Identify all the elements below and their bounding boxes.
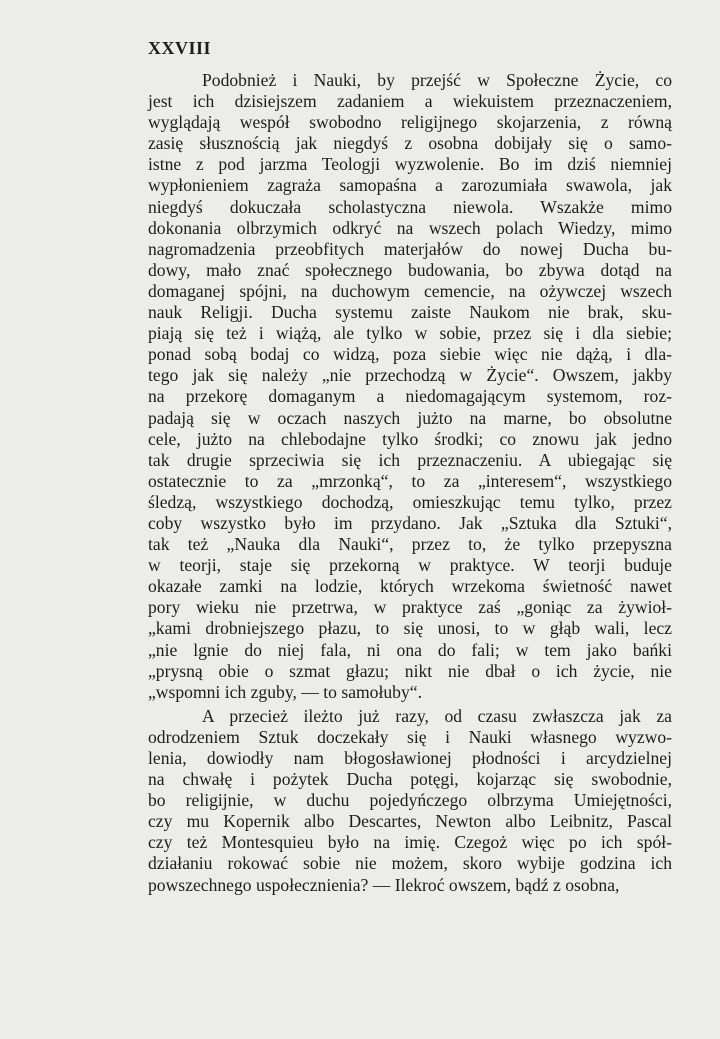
text-line: nagromadzenia przeobfitych materjałów do nowej Ducha bu- bbox=[148, 238, 672, 259]
text-line: domaganej spójni, na duchowym cemencie, na ożywczej wszech bbox=[148, 280, 672, 301]
text-line: „prysną obie o szmat głazu; nikt nie dbał o ich życie, nie bbox=[148, 660, 672, 681]
text-line: na przekorę domaganym a niedomagającym systemom, roz- bbox=[148, 386, 672, 407]
text-line: piają się też i wiążą, ale tylko w sobie, przez się i dla siebie; bbox=[148, 323, 672, 344]
text-line: wyglądają wespół swobodno religijnego skojarzenia, z równą bbox=[148, 112, 672, 133]
text-line: dowy, mało znać społecznego budowania, bo zbywa dotąd na bbox=[148, 259, 672, 280]
text-line: padają się w oczach naszych jużto na marne, bo obsolutne bbox=[148, 407, 672, 428]
paragraph bbox=[148, 706, 672, 896]
text-line: istne z pod jarzma Teologji wyzwolenie. Bo im dziś niemniej bbox=[148, 154, 672, 175]
text-line: lenia, dowiodły nam błogosławionej płodności i arcydzielnej bbox=[148, 748, 672, 768]
text-line: czy mu Kopernik albo Descartes, Newton albo Leibnitz, Pascal bbox=[148, 811, 672, 832]
text-line: bo religijnie, w duchu pojedyńczego olbrzyma Umiejętności, bbox=[148, 790, 672, 811]
text-line: „nie lgnie do niej fala, ni ona do fali; w tem jako bańki bbox=[148, 639, 672, 660]
text-line: Podobnież i Nauki, by przejść w Społeczne Życie, co bbox=[202, 70, 672, 90]
text-line: tego jak się należy „nie przechodzą w Życie“. Owszem, jakby bbox=[148, 365, 672, 386]
paragraph bbox=[148, 70, 672, 703]
text-line: A przecież ileżto już razy, od czasu zwłaszcza jak za bbox=[202, 705, 672, 726]
text-line: okazałe zamki na lodzie, których wrzekoma świetność nawet bbox=[148, 576, 672, 597]
text-line: w teorji, staje się przekorną w praktyce. W teorji buduje bbox=[148, 555, 672, 576]
text-line: odrodzeniem Sztuk doczekały się i Nauki własnego wyzwo- bbox=[148, 726, 672, 747]
body-text bbox=[148, 70, 672, 896]
text-line: „wspomni ich zguby, — to samołuby“. bbox=[148, 681, 422, 702]
text-line: tak też „Nauka dla Nauki“, przez to, że tylko przepyszna bbox=[148, 534, 672, 555]
text-line: niegdyś dokuczała scholastyczna niewola. Wszakże mimo bbox=[148, 196, 672, 217]
text-line: czy też Montesquieu było na imię. Czegoż więc po ich spół- bbox=[148, 832, 672, 853]
page-number: XXVIII bbox=[148, 38, 212, 58]
text-line: zasię słusznością jak niegdyś z osobna dobijały się o samo- bbox=[148, 133, 672, 154]
text-line: pory wieku nie przetrwa, w praktyce zaś „goniąc za żywioł- bbox=[148, 597, 672, 618]
text-line: coby wszystko było im przydano. Jak „Sztuka dla Sztuki“, bbox=[148, 512, 672, 533]
text-line: ponad sobą bodaj co widzą, poza siebie więc nie dążą, i dla- bbox=[148, 344, 672, 365]
text-line: cele, jużto na chlebodajne tylko środki; co znowu jak jedno bbox=[148, 428, 672, 449]
text-line: działaniu rokować sobie nie możem, skoro wybije godzina ich bbox=[148, 853, 672, 874]
text-line: dokonania olbrzymich odkryć na wszech polach Wiedzy, mimo bbox=[148, 217, 672, 238]
text-line: tak drugie sprzeciwia się ich przeznaczeniu. A ubiegając się bbox=[148, 449, 672, 470]
text-line: wypłonieniem zagraża samopaśna a zarozumiała swawola, jak bbox=[148, 175, 672, 196]
text-line: śledzą, wszystkiego dochodzą, omieszkując temu tylko, przez bbox=[148, 491, 672, 512]
text-line: powszechnego uspołecznienia? — Ilekroć owszem, bądź z osobna, bbox=[148, 874, 620, 895]
text-line: nauk Religji. Ducha systemu zaiste Naukom nie brak, sku- bbox=[148, 302, 672, 323]
text-line: na chwałę i pożytek Ducha potęgi, kojarząc się swobodnie, bbox=[148, 769, 672, 790]
text-line: ostatecznie to za „mrzonką“, to za „interesem“, wszystkiego bbox=[148, 470, 672, 491]
text-line: jest ich dzisiejszem zadaniem a wiekuistem przeznaczeniem, bbox=[148, 91, 672, 112]
text-line: „kami drobniejszego płazu, to się unosi, to w głąb wali, lecz bbox=[148, 618, 672, 639]
